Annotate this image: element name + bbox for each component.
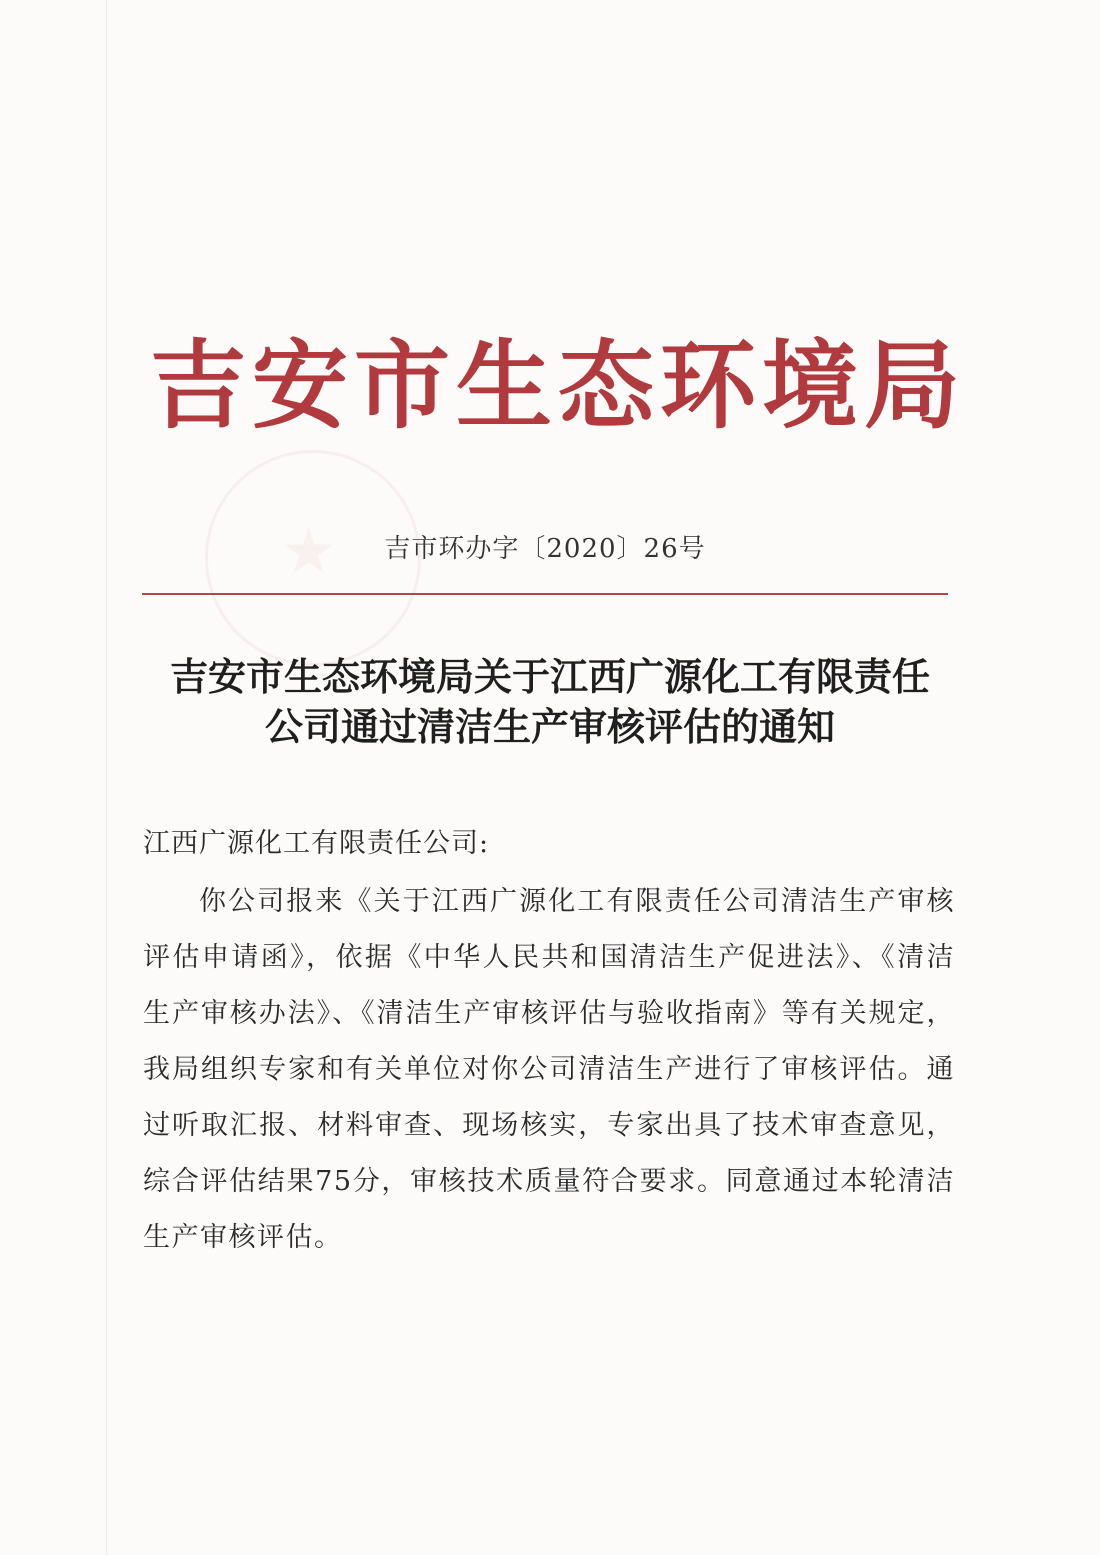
- addressee: 江西广源化工有限责任公司:: [143, 828, 490, 859]
- letterhead-red-divider: [142, 593, 948, 595]
- letterhead-agency-name: 吉安市生态环境局: [150, 329, 966, 442]
- scan-edge-line: [106, 0, 107, 1555]
- seal-star-icon: ★: [280, 515, 338, 589]
- document-title: [130, 652, 970, 752]
- document-number: 吉市环办字〔2020〕26号: [384, 534, 706, 564]
- document-title-line-2: 公司通过清洁生产审核评估的通知: [264, 704, 835, 749]
- body-paragraph: 你公司报来《关于江西广源化工有限责任公司清洁生产审核评估申请函》，依据《中华人民共和国清洁生产促进法》、《清洁生产审核办法》、《清洁生产审核评估与验收指南》等有关规定，我局组织专家和有关单位对你公司清洁生产进行了审核评估。通过听取汇报、材料审查、现场核实，专家出具了技术审查意见，综合评估结果75分，审核技术质量符合要求。同意通过本轮清洁生产审核评估。: [143, 886, 955, 1253]
- document-title-line-1: 吉安市生态环境局关于江西广源化工有限责任: [169, 654, 930, 699]
